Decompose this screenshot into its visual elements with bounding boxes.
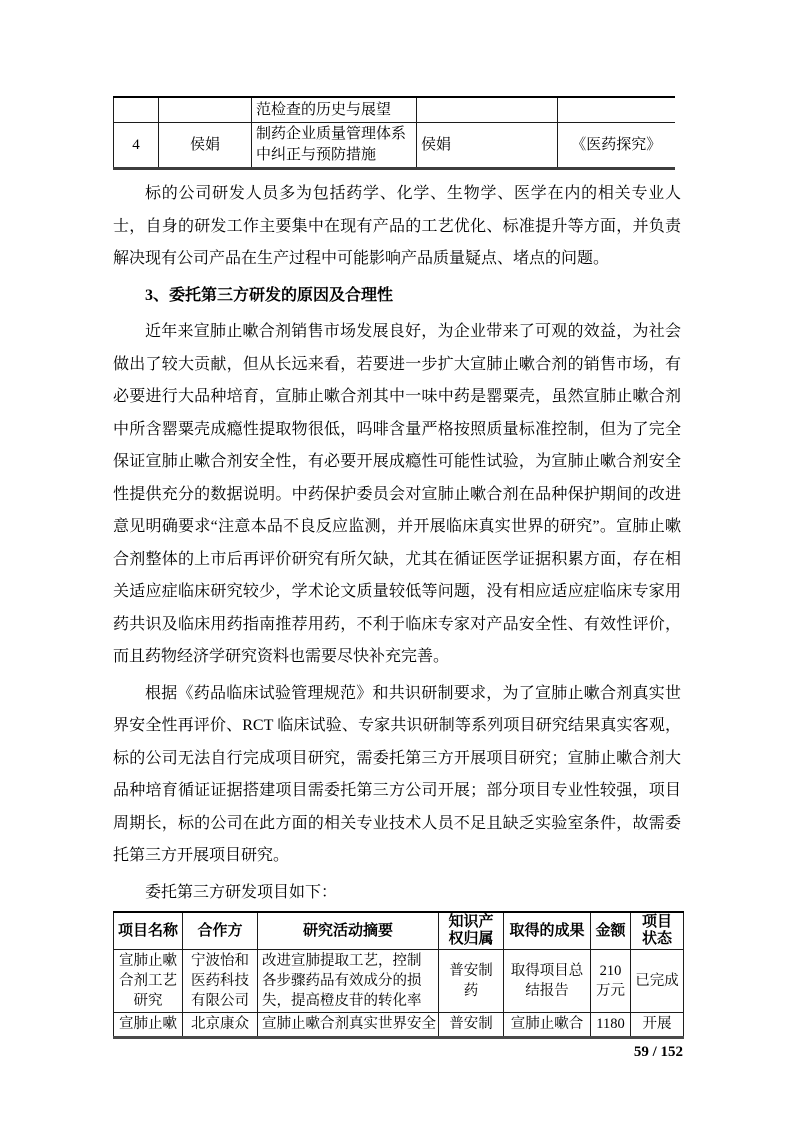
cell-partner: 宁波怡和医药科技有限公司 (183, 950, 258, 1013)
section-heading: 3、委托第三方研发的原因及合理性 (145, 286, 394, 304)
table-cell-no (114, 97, 159, 123)
table-cell-title: 制药企业质量管理体系中纠正与预防措施 (252, 123, 417, 169)
table-row (114, 123, 675, 169)
paragraph-market-background: 近年来宣肺止嗽合剂销售市场发展良好，为企业带来了可观的效益，为社会做出了较大贡献，但从长远来看，若要进一步扩大宣肺止嗽合剂的销售市场，有必要进行大品种培育，宣肺止嗽合剂其中一味中药是罂粟壳，虽然宣肺止嗽合剂中所含罂粟壳成瘾性提取物很低，吗啡含量严格按照质量标准控制，但为了完全保证宣肺止嗽合剂安全性，有必要开展成瘾性可能性试验，为宣肺止嗽合剂安全性提供充分的数据说明。中药保护委员会对宣肺止嗽合剂在品种保护期间的改进意见明确要求“注意本品不良反应监测，并开展临床真实世界的研究”。宣肺止嗽合剂整体的上市后再评价研究有所欠缺，尤其在循证医学证据积累方面，存在相关适应症临床研究较少，学术论文质量较低等问题，没有相应适应症临床专家用药共识及临床用药指南推荐用药，不利于临床专家对产品安全性、有效性评价，而且药物经济学研究资料也需要尽快补充完善。 (113, 323, 681, 665)
cell-results: 宣肺止嗽合 (504, 1013, 591, 1038)
publications-table (113, 96, 675, 170)
page-content (113, 0, 683, 1061)
paragraph-outsourcing-reason: 根据《药品临床试验管理规范》和共识研制要求，为了宣肺止嗽合剂真实世界安全性再评价、RCT 临床试验、专家共识研制等系列项目研究结果真实客观，标的公司无法自行完成项目研究，需委托第三方开展项目研究；宣肺止嗽合剂大品种培育循证证据搭建项目需委托第三方公司开展；部分项目专业性较强，项目周期长，标的公司在此方面的相关专业技术人员不足且缺乏实验室条件，故需委托第三方开展项目研究。 (113, 684, 681, 864)
table-cell-journal: 《医药探究》 (558, 123, 675, 169)
table-row-continued (114, 97, 675, 123)
header-activity-summary: 研究活动摘要 (258, 912, 439, 950)
header-partner: 合作方 (183, 912, 258, 950)
header-results: 取得的成果 (504, 912, 591, 950)
header-amount: 金额 (591, 912, 631, 950)
header-ip-ownership: 知识产权归属 (439, 912, 504, 950)
cell-status: 已完成 (631, 950, 684, 1013)
cell-status: 开展 (631, 1013, 684, 1038)
table-cell-author2 (417, 97, 558, 123)
cell-activity-summary: 宣肺止嗽合剂真实世界安全 (258, 1013, 439, 1038)
cell-ip-ownership: 普安制药 (439, 950, 504, 1013)
page-number: 59 / 152 (633, 1044, 683, 1060)
table-cell-author2: 侯娟 (417, 123, 558, 169)
cell-amount: 210万元 (591, 950, 631, 1013)
table-cell-journal (558, 97, 675, 123)
cell-project-name: 宣肺止嗽合剂工艺研究 (114, 950, 183, 1013)
table-cell-title: 范检查的历史与展望 (252, 97, 417, 123)
cell-ip-ownership: 普安制 (439, 1013, 504, 1038)
cell-project-name: 宣肺止嗽 (114, 1013, 183, 1038)
paragraph-rd-staff: 标的公司研发人员多为包括药学、化学、生物学、医学在内的相关专业人士，自身的研发工作主要集中在现有产品的工艺优化、标准提升等方面，并负责解决现有公司产品在生产过程中可能影响产品质量疑点、堵点的问题。 (113, 185, 681, 267)
table-cell-author: 侯娟 (159, 123, 252, 169)
cell-amount: 1180 (591, 1013, 631, 1038)
paragraph-table-intro: 委托第三方研发项目如下： (145, 883, 338, 901)
cell-activity-summary: 改进宣肺提取工艺，控制各步骤药品有效成分的损失，提高橙皮苷的转化率 (258, 950, 439, 1013)
header-status: 项目状态 (631, 912, 684, 950)
table-row-cutoff (114, 1013, 684, 1038)
table-row (114, 950, 684, 1013)
projects-table (113, 911, 684, 1039)
header-project-name: 项目名称 (114, 912, 183, 950)
cell-results: 取得项目总结报告 (504, 950, 591, 1013)
table-cell-author (159, 97, 252, 123)
table-header-row (114, 912, 684, 950)
cell-partner: 北京康众 (183, 1013, 258, 1038)
table-cell-no: 4 (114, 123, 159, 169)
